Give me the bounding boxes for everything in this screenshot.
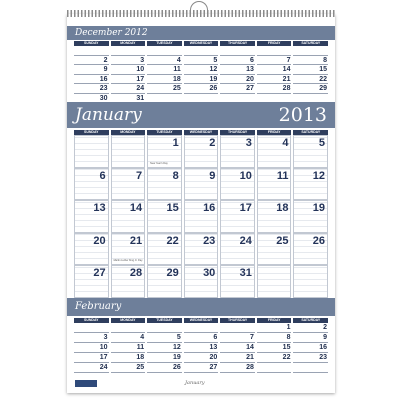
day-number: 28 [246, 364, 254, 371]
day-number: 7 [136, 169, 143, 182]
day-cell[interactable] [184, 233, 219, 266]
day-cell[interactable] [293, 200, 328, 233]
day-cell[interactable] [293, 233, 328, 266]
day-cell[interactable] [220, 46, 255, 56]
weekday-label: THURSDAY [220, 41, 255, 46]
day-number: 21 [282, 75, 291, 83]
day-cell[interactable] [257, 363, 292, 373]
day-cell[interactable] [293, 84, 328, 94]
day-number: 12 [312, 169, 326, 182]
footer-signature: January [185, 380, 205, 386]
day-cell[interactable] [293, 363, 328, 373]
day-cell[interactable] [293, 343, 328, 353]
week-row [73, 233, 329, 266]
day-cell[interactable] [220, 75, 255, 85]
day-cell[interactable] [184, 200, 219, 233]
day-number: 26 [312, 234, 326, 247]
week-row [73, 200, 329, 233]
day-number: 9 [209, 169, 216, 182]
december-band [67, 26, 335, 40]
day-number: 13 [246, 66, 254, 73]
day-cell[interactable] [111, 84, 146, 94]
day-number: 8 [286, 334, 291, 341]
day-cell[interactable] [220, 363, 255, 373]
day-cell[interactable] [293, 168, 328, 201]
holiday-note: Martin Luther King Jr. Day [113, 259, 143, 262]
day-number: 13 [209, 344, 218, 351]
day-cell[interactable] [147, 168, 182, 201]
day-cell[interactable] [111, 168, 146, 201]
hanger-icon [190, 1, 208, 13]
day-cell[interactable] [147, 84, 182, 94]
day-cell[interactable] [147, 65, 182, 75]
day-number: 14 [282, 66, 291, 73]
day-cell[interactable] [74, 84, 109, 94]
day-cell[interactable] [293, 333, 328, 343]
day-number: 19 [209, 75, 218, 83]
day-cell[interactable] [220, 265, 255, 298]
day-cell[interactable] [257, 135, 292, 168]
february-band [67, 298, 335, 316]
day-cell[interactable] [184, 65, 219, 75]
weekday-label: FRIDAY [257, 130, 292, 135]
day-cell[interactable] [147, 265, 182, 298]
day-cell[interactable] [74, 168, 109, 201]
day-number: 14 [129, 202, 143, 214]
day-number: 3 [245, 137, 252, 149]
day-number: 26 [172, 364, 181, 371]
day-cell[interactable] [74, 323, 109, 333]
day-cell[interactable] [184, 135, 219, 168]
week-row [73, 84, 329, 94]
weekday-label: FRIDAY [257, 41, 292, 46]
weekday-label: SUNDAY [74, 130, 109, 135]
day-cell[interactable] [257, 84, 292, 94]
day-number: 1 [286, 324, 291, 331]
day-number: 19 [172, 354, 181, 361]
day-cell[interactable] [257, 168, 292, 201]
day-number: 23 [99, 85, 108, 92]
day-cell[interactable] [293, 265, 328, 298]
day-cell[interactable] [111, 363, 146, 373]
day-cell[interactable] [74, 200, 109, 233]
week-row [73, 363, 329, 373]
day-cell[interactable] [74, 46, 109, 56]
december-title: December 2012 [75, 28, 148, 38]
day-number: 20 [93, 234, 106, 247]
day-number: 29 [166, 267, 179, 279]
day-number: 30 [99, 94, 108, 102]
day-cell[interactable] [74, 75, 109, 85]
day-cell[interactable] [184, 46, 219, 56]
day-number: 10 [136, 66, 145, 73]
day-number: 8 [172, 169, 179, 182]
day-number: 25 [276, 234, 289, 247]
day-number: 7 [286, 56, 291, 64]
day-cell[interactable] [257, 200, 292, 233]
day-cell[interactable] [257, 46, 292, 56]
day-number: 6 [213, 334, 218, 341]
february-grid [73, 318, 329, 373]
day-cell[interactable] [257, 65, 292, 75]
day-number: 17 [136, 75, 145, 83]
january-title: January [75, 105, 142, 125]
day-cell[interactable] [184, 168, 219, 201]
day-number: 6 [99, 169, 106, 182]
day-cell[interactable] [74, 56, 109, 66]
day-number: 4 [176, 56, 181, 64]
day-cell[interactable] [220, 84, 255, 94]
day-number: 11 [173, 66, 181, 73]
day-number: 21 [246, 354, 254, 361]
january-year: 2013 [278, 104, 327, 126]
day-number: 2 [323, 324, 328, 331]
day-number: 2 [209, 137, 216, 149]
week-row [73, 56, 329, 66]
day-cell[interactable] [293, 135, 328, 168]
day-cell[interactable] [220, 323, 255, 333]
holiday-note: New Year's Day [150, 161, 168, 165]
day-number: 22 [166, 234, 179, 247]
day-cell[interactable] [293, 323, 328, 333]
day-number: 10 [239, 169, 252, 182]
weekday-label: WEDNESDAY [184, 130, 219, 135]
day-number: 23 [203, 234, 216, 247]
day-cell[interactable] [74, 233, 109, 266]
day-number: 31 [136, 94, 145, 102]
day-cell[interactable] [184, 343, 219, 353]
day-number: 14 [246, 344, 254, 351]
weekday-label: WEDNESDAY [184, 318, 219, 323]
brand-logo [75, 380, 97, 387]
weekday-label: SUNDAY [74, 318, 109, 323]
footer [73, 378, 329, 390]
day-cell[interactable] [111, 135, 146, 168]
day-cell[interactable] [257, 56, 292, 66]
day-cell[interactable] [74, 265, 109, 298]
day-number: 22 [282, 354, 291, 361]
weekday-label: SATURDAY [293, 41, 328, 46]
week-row [73, 323, 329, 333]
day-number: 11 [276, 169, 289, 182]
day-cell[interactable] [257, 265, 292, 298]
day-number: 21 [129, 234, 143, 247]
day-cell[interactable] [220, 168, 255, 201]
day-number: 2 [103, 56, 108, 64]
day-number: 5 [213, 56, 218, 64]
day-cell[interactable] [111, 46, 146, 56]
january-band [67, 102, 335, 128]
day-cell[interactable] [257, 353, 292, 363]
day-number: 31 [239, 267, 252, 279]
day-number: 24 [99, 364, 108, 371]
day-number: 18 [172, 75, 181, 83]
day-number: 16 [203, 202, 216, 214]
day-number: 5 [176, 334, 181, 341]
day-number: 3 [140, 56, 145, 64]
day-cell[interactable] [293, 353, 328, 363]
day-cell[interactable] [184, 353, 219, 363]
weekday-label: MONDAY [111, 41, 146, 46]
day-number: 9 [323, 334, 328, 341]
weekday-label: THURSDAY [220, 130, 255, 135]
weekday-label: FRIDAY [257, 318, 292, 323]
calendar-sheet [67, 14, 335, 393]
day-number: 27 [209, 364, 218, 371]
day-number: 6 [249, 56, 254, 64]
day-cell[interactable] [257, 333, 292, 343]
weekday-label: TUESDAY [147, 41, 182, 46]
day-number: 27 [93, 267, 106, 279]
day-number: 13 [93, 202, 106, 214]
day-number: 18 [276, 202, 289, 214]
day-number: 24 [239, 234, 252, 247]
day-cell[interactable] [147, 363, 182, 373]
day-number: 19 [312, 202, 326, 214]
day-cell[interactable] [74, 135, 109, 168]
day-cell[interactable] [220, 135, 255, 168]
weekday-label: THURSDAY [220, 318, 255, 323]
day-number: 20 [246, 75, 254, 83]
day-cell[interactable] [220, 65, 255, 75]
day-number: 28 [129, 267, 143, 279]
day-number: 29 [319, 85, 328, 92]
day-number: 12 [172, 344, 181, 351]
day-cell[interactable] [147, 343, 182, 353]
day-cell[interactable] [111, 333, 146, 343]
day-cell[interactable] [111, 265, 146, 298]
day-cell[interactable] [111, 353, 146, 363]
day-number: 26 [209, 85, 218, 92]
day-number: 12 [209, 66, 218, 73]
weekday-label: MONDAY [111, 318, 146, 323]
day-cell[interactable] [74, 65, 109, 75]
day-number: 24 [136, 85, 145, 92]
day-number: 20 [209, 354, 218, 361]
december-grid [73, 41, 329, 103]
day-number: 16 [319, 344, 328, 351]
day-number: 10 [99, 344, 108, 351]
day-number: 5 [318, 137, 326, 149]
day-number: 17 [239, 202, 252, 214]
day-cell[interactable] [184, 265, 219, 298]
day-cell[interactable] [147, 200, 182, 233]
weekday-label: SATURDAY [293, 318, 328, 323]
day-number: 15 [166, 202, 179, 214]
day-number: 30 [203, 267, 216, 279]
february-title: February [75, 301, 122, 312]
day-number: 3 [103, 334, 108, 341]
day-number: 9 [103, 66, 108, 73]
day-number: 1 [172, 137, 179, 149]
week-row [73, 65, 329, 75]
day-cell[interactable] [111, 233, 146, 266]
weekday-label: TUESDAY [147, 130, 182, 135]
day-cell[interactable] [257, 233, 292, 266]
day-cell[interactable] [220, 233, 255, 266]
day-cell[interactable] [111, 200, 146, 233]
day-number: 25 [136, 364, 145, 371]
day-number: 17 [99, 354, 108, 361]
day-cell[interactable] [257, 323, 292, 333]
day-cell[interactable] [111, 343, 146, 353]
day-number: 27 [246, 85, 254, 92]
day-cell[interactable] [147, 353, 182, 363]
day-cell[interactable] [184, 323, 219, 333]
day-cell[interactable] [220, 353, 255, 363]
day-number: 22 [319, 75, 328, 83]
day-number: 11 [136, 344, 145, 351]
day-cell[interactable] [147, 135, 182, 168]
day-cell[interactable] [111, 323, 146, 333]
week-row [73, 75, 329, 85]
day-cell[interactable] [74, 333, 109, 343]
day-cell[interactable] [147, 75, 182, 85]
day-cell[interactable] [184, 75, 219, 85]
week-row [73, 343, 329, 353]
day-number: 18 [136, 354, 145, 361]
day-number: 7 [249, 334, 254, 341]
day-cell[interactable] [220, 333, 255, 343]
day-cell[interactable] [111, 56, 146, 66]
day-cell[interactable] [257, 343, 292, 353]
weekday-label: TUESDAY [147, 318, 182, 323]
week-row [73, 353, 329, 363]
day-cell[interactable] [184, 84, 219, 94]
day-number: 16 [99, 75, 108, 83]
day-number: 28 [282, 85, 291, 92]
day-cell[interactable] [147, 333, 182, 343]
day-cell[interactable] [184, 56, 219, 66]
day-number: 15 [282, 344, 291, 351]
day-cell[interactable] [220, 343, 255, 353]
day-cell[interactable] [293, 56, 328, 66]
weekday-label: SUNDAY [74, 41, 109, 46]
day-cell[interactable] [184, 333, 219, 343]
week-row [73, 333, 329, 343]
day-number: 15 [319, 66, 328, 73]
january-grid [73, 130, 329, 298]
day-cell[interactable] [74, 353, 109, 363]
day-cell[interactable] [147, 46, 182, 56]
week-row [73, 168, 329, 201]
day-cell[interactable] [111, 65, 146, 75]
weekday-label: WEDNESDAY [184, 41, 219, 46]
day-number: 4 [140, 334, 145, 341]
week-row [73, 265, 329, 298]
day-cell[interactable] [293, 46, 328, 56]
day-cell[interactable] [220, 56, 255, 66]
day-cell[interactable] [220, 200, 255, 233]
day-number: 25 [172, 85, 181, 92]
weekday-label: MONDAY [111, 130, 146, 135]
day-cell[interactable] [257, 75, 292, 85]
day-cell[interactable] [74, 363, 109, 373]
week-row [73, 46, 329, 56]
day-cell[interactable] [74, 343, 109, 353]
day-number: 4 [282, 137, 289, 149]
day-cell[interactable] [184, 363, 219, 373]
day-number: 8 [323, 56, 328, 64]
day-cell[interactable] [147, 323, 182, 333]
week-row [73, 135, 329, 168]
day-number: 23 [319, 354, 328, 361]
day-cell[interactable] [293, 75, 328, 85]
weekday-label: SATURDAY [293, 130, 328, 135]
day-cell[interactable] [293, 65, 328, 75]
day-cell[interactable] [147, 56, 182, 66]
day-cell[interactable] [147, 233, 182, 266]
day-cell[interactable] [111, 75, 146, 85]
